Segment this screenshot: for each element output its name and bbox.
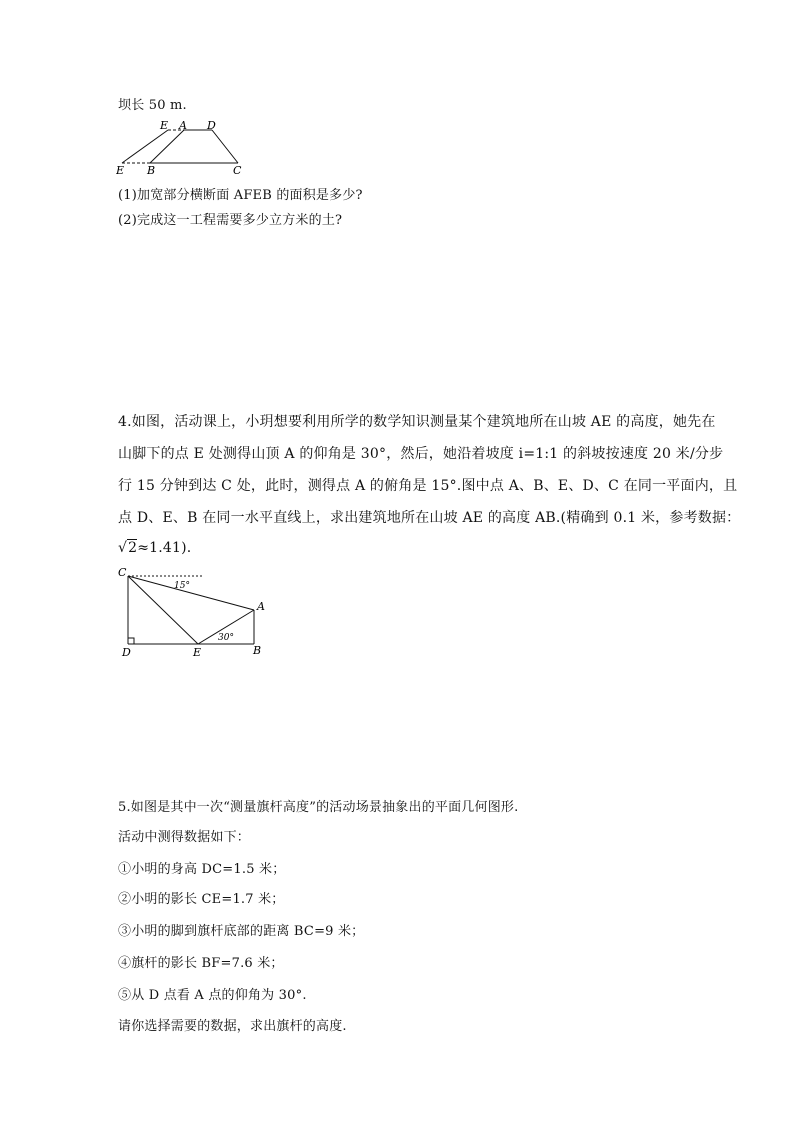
label-B: B — [147, 164, 156, 176]
label-E-bottom: E — [116, 164, 125, 176]
question-1: (1)加宽部分横断面 AFEB 的面积是多少? — [118, 188, 363, 203]
problem4-line3: 行 15 分钟到达 C 处，此时，测得点 A 的俯角是 15°.图中点 A、B、E、D、C 在同一平面内，且 — [118, 478, 738, 494]
dam-length-text: 坝长 50 m. — [118, 98, 187, 113]
problem5-line2: 活动中测得数据如下： — [118, 830, 251, 845]
angle-30-label: 30° — [218, 633, 234, 643]
data-item-3: ③小明的脚到旗杆底部的距离 BC=9 米； — [118, 924, 365, 939]
trapezoid-figure — [116, 118, 256, 176]
problem4-line4: 点 D、E、B 在同一水平直线上，求出建筑地所在山坡 AE 的高度 AB.(精确到 0.1 米，参考数据： — [118, 510, 741, 526]
problem4-line5: √2≈1.41). — [118, 540, 192, 556]
label-E: E — [193, 646, 202, 658]
data-item-2: ②小明的影长 CE=1.7 米； — [118, 892, 285, 907]
problem4-line2: 山脚下的点 E 处测得山顶 A 的仰角是 30°，然后，她沿着坡度 i=1:1 的斜坡按速度 20 米/分步 — [118, 446, 724, 462]
problem5-line3: 请你选择需要的数据，求出旗杆的高度. — [118, 1019, 347, 1034]
label-A: A — [179, 119, 187, 132]
slope-figure — [116, 566, 266, 658]
question-2: (2)完成这一工程需要多少立方米的土? — [118, 213, 343, 228]
problem5-line1: 5.如图是其中一次“测量旗杆高度”的活动场景抽象出的平面几何图形. — [118, 800, 519, 815]
label-D: D — [207, 119, 216, 132]
angle-15-label: 15° — [174, 581, 190, 591]
label-D: D — [122, 646, 131, 658]
label-C: C — [118, 566, 127, 579]
label-A: A — [257, 600, 265, 613]
label-B: B — [253, 644, 262, 657]
data-item-1: ①小明的身高 DC=1.5 米； — [118, 862, 286, 877]
data-item-5: ⑤从 D 点看 A 点的仰角为 30°. — [118, 988, 307, 1003]
label-E-top: E — [160, 119, 169, 132]
data-item-4: ④旗杆的影长 BF=7.6 米； — [118, 956, 284, 971]
label-C: C — [233, 164, 242, 176]
problem4-line1: 4.如图，活动课上，小玥想要利用所学的数学知识测量某个建筑地所在山坡 AE 的高度，她先在 — [118, 414, 716, 430]
sqrt-symbol: √2 — [118, 540, 138, 556]
